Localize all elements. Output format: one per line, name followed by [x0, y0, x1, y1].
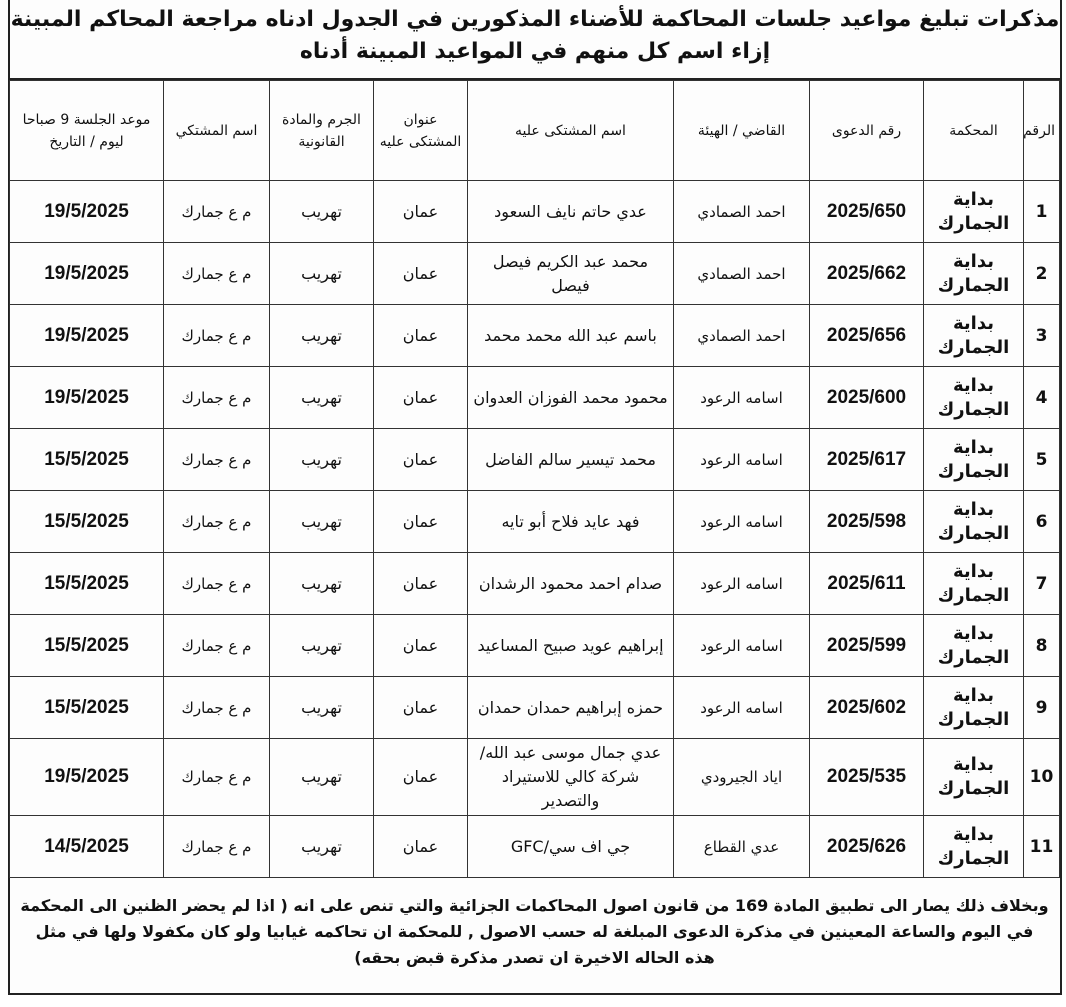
cell-address: عمان: [374, 615, 468, 677]
cell-address: عمان: [374, 181, 468, 243]
cell-case-number: 2025/626: [810, 816, 924, 878]
cell-court: بداية الجمارك: [924, 739, 1024, 816]
cell-judge: احمد الصمادي: [674, 305, 810, 367]
notice-document: [8, 0, 1062, 995]
table-row: [10, 739, 1060, 816]
cell-case-number: 2025/535: [810, 739, 924, 816]
cell-crime: تهريب: [270, 677, 374, 739]
cell-judge: اسامه الرعود: [674, 553, 810, 615]
cell-judge: اياد الجيرودي: [674, 739, 810, 816]
header-number: الرقم: [1024, 81, 1060, 181]
cell-court: بداية الجمارك: [924, 305, 1024, 367]
cell-case-number: 2025/599: [810, 615, 924, 677]
cell-crime: تهريب: [270, 367, 374, 429]
cell-defendant: صدام احمد محمود الرشدان: [468, 553, 674, 615]
cell-defendant: عدي حاتم نايف السعود: [468, 181, 674, 243]
cell-case-number: 2025/602: [810, 677, 924, 739]
cell-number: 7: [1024, 553, 1060, 615]
cell-session-date: 19/5/2025: [10, 305, 164, 367]
header-case-number: رقم الدعوى: [810, 81, 924, 181]
cell-plaintiff: م ع جمارك: [164, 367, 270, 429]
cell-crime: تهريب: [270, 553, 374, 615]
table-row: [10, 491, 1060, 553]
cell-case-number: 2025/598: [810, 491, 924, 553]
cell-judge: احمد الصمادي: [674, 243, 810, 305]
sessions-table: [9, 80, 1060, 986]
cell-session-date: 19/5/2025: [10, 181, 164, 243]
cell-number: 5: [1024, 429, 1060, 491]
cell-case-number: 2025/650: [810, 181, 924, 243]
cell-case-number: 2025/662: [810, 243, 924, 305]
cell-plaintiff: م ع جمارك: [164, 429, 270, 491]
cell-case-number: 2025/656: [810, 305, 924, 367]
cell-judge: اسامه الرعود: [674, 615, 810, 677]
cell-address: عمان: [374, 739, 468, 816]
cell-session-date: 15/5/2025: [10, 429, 164, 491]
cell-number: 2: [1024, 243, 1060, 305]
cell-crime: تهريب: [270, 491, 374, 553]
header-judge: القاضي / الهيئة: [674, 81, 810, 181]
header-plaintiff: اسم المشتكي: [164, 81, 270, 181]
cell-address: عمان: [374, 553, 468, 615]
cell-number: 9: [1024, 677, 1060, 739]
cell-judge: عدي القطاع: [674, 816, 810, 878]
cell-address: عمان: [374, 367, 468, 429]
header-address: عنوان المشتكى عليه: [374, 81, 468, 181]
header-defendant: اسم المشتكى عليه: [468, 81, 674, 181]
table-row: [10, 429, 1060, 491]
cell-number: 11: [1024, 816, 1060, 878]
cell-address: عمان: [374, 243, 468, 305]
cell-defendant: محمد تيسير سالم الفاضل: [468, 429, 674, 491]
cell-defendant: إبراهيم عويد صبيح المساعيد: [468, 615, 674, 677]
cell-plaintiff: م ع جمارك: [164, 553, 270, 615]
table-row: [10, 615, 1060, 677]
cell-plaintiff: م ع جمارك: [164, 181, 270, 243]
cell-plaintiff: م ع جمارك: [164, 677, 270, 739]
note-row: [10, 878, 1060, 986]
cell-session-date: 15/5/2025: [10, 615, 164, 677]
cell-defendant: محمود محمد الفوزان العدوان: [468, 367, 674, 429]
table-row: [10, 367, 1060, 429]
cell-address: عمان: [374, 677, 468, 739]
cell-court: بداية الجمارك: [924, 181, 1024, 243]
cell-defendant: جي اف سي/GFC: [468, 816, 674, 878]
table-row: [10, 181, 1060, 243]
cell-defendant: باسم عبد الله محمد محمد: [468, 305, 674, 367]
cell-number: 4: [1024, 367, 1060, 429]
cell-defendant: محمد عبد الكريم فيصل فيصل: [468, 243, 674, 305]
cell-number: 3: [1024, 305, 1060, 367]
header-session-date: موعد الجلسة 9 صباحا ليوم / التاريخ: [10, 81, 164, 181]
cell-court: بداية الجمارك: [924, 491, 1024, 553]
cell-judge: اسامه الرعود: [674, 491, 810, 553]
cell-case-number: 2025/611: [810, 553, 924, 615]
cell-plaintiff: م ع جمارك: [164, 615, 270, 677]
cell-defendant: فهد عايد فلاح أبو تايه: [468, 491, 674, 553]
cell-defendant: حمزه إبراهيم حمدان حمدان: [468, 677, 674, 739]
cell-crime: تهريب: [270, 429, 374, 491]
cell-plaintiff: م ع جمارك: [164, 816, 270, 878]
cell-crime: تهريب: [270, 305, 374, 367]
cell-number: 1: [1024, 181, 1060, 243]
table-row: [10, 677, 1060, 739]
cell-session-date: 19/5/2025: [10, 243, 164, 305]
cell-court: بداية الجمارك: [924, 367, 1024, 429]
cell-court: بداية الجمارك: [924, 615, 1024, 677]
cell-court: بداية الجمارك: [924, 243, 1024, 305]
cell-session-date: 19/5/2025: [10, 367, 164, 429]
table-header-row: [10, 81, 1060, 181]
table-row: [10, 243, 1060, 305]
cell-case-number: 2025/600: [810, 367, 924, 429]
cell-address: عمان: [374, 429, 468, 491]
cell-court: بداية الجمارك: [924, 553, 1024, 615]
cell-judge: اسامه الرعود: [674, 367, 810, 429]
header-court: المحكمة: [924, 81, 1024, 181]
cell-case-number: 2025/617: [810, 429, 924, 491]
cell-crime: تهريب: [270, 243, 374, 305]
cell-session-date: 14/5/2025: [10, 816, 164, 878]
cell-number: 8: [1024, 615, 1060, 677]
cell-defendant: عدي جمال موسى عبد الله/شركة كالي للاستيراد والتصدير: [468, 739, 674, 816]
cell-court: بداية الجمارك: [924, 816, 1024, 878]
cell-number: 10: [1024, 739, 1060, 816]
cell-crime: تهريب: [270, 739, 374, 816]
cell-plaintiff: م ع جمارك: [164, 739, 270, 816]
cell-crime: تهريب: [270, 615, 374, 677]
cell-session-date: 15/5/2025: [10, 491, 164, 553]
cell-judge: اسامه الرعود: [674, 677, 810, 739]
cell-session-date: 15/5/2025: [10, 553, 164, 615]
cell-session-date: 15/5/2025: [10, 677, 164, 739]
cell-judge: اسامه الرعود: [674, 429, 810, 491]
cell-address: عمان: [374, 305, 468, 367]
table-body: [10, 181, 1060, 878]
cell-crime: تهريب: [270, 181, 374, 243]
cell-plaintiff: م ع جمارك: [164, 305, 270, 367]
cell-session-date: 19/5/2025: [10, 739, 164, 816]
notice-title: مذكرات تبليغ مواعيد جلسات المحاكمة للأضناء المذكورين في الجدول ادناه مراجعة المحاكم المبينة إزاء اسم كل منهم في المواعيد المبينة أدناه: [10, 0, 1060, 80]
table-row: [10, 305, 1060, 367]
cell-address: عمان: [374, 491, 468, 553]
table-row: [10, 553, 1060, 615]
cell-judge: احمد الصمادي: [674, 181, 810, 243]
cell-court: بداية الجمارك: [924, 429, 1024, 491]
legal-note: وبخلاف ذلك يصار الى تطبيق المادة 169 من قانون اصول المحاكمات الجزائية والتي تنص على انه ( اذا لم يحضر الظنين الى المحكمة في اليوم والساعة المعينين في مذكرة الدعوى المبلغة له حسب الاصول , للمحكمة ان تحاكمه غيابيا ولو كان مكفولا ولها في مثل هذه الحاله الاخيرة ان تصدر مذكرة قبض بحقه): [10, 878, 1060, 986]
cell-plaintiff: م ع جمارك: [164, 243, 270, 305]
cell-crime: تهريب: [270, 816, 374, 878]
cell-address: عمان: [374, 816, 468, 878]
table-row: [10, 816, 1060, 878]
cell-number: 6: [1024, 491, 1060, 553]
header-crime: الجرم والمادة القانونية: [270, 81, 374, 181]
cell-court: بداية الجمارك: [924, 677, 1024, 739]
cell-plaintiff: م ع جمارك: [164, 491, 270, 553]
